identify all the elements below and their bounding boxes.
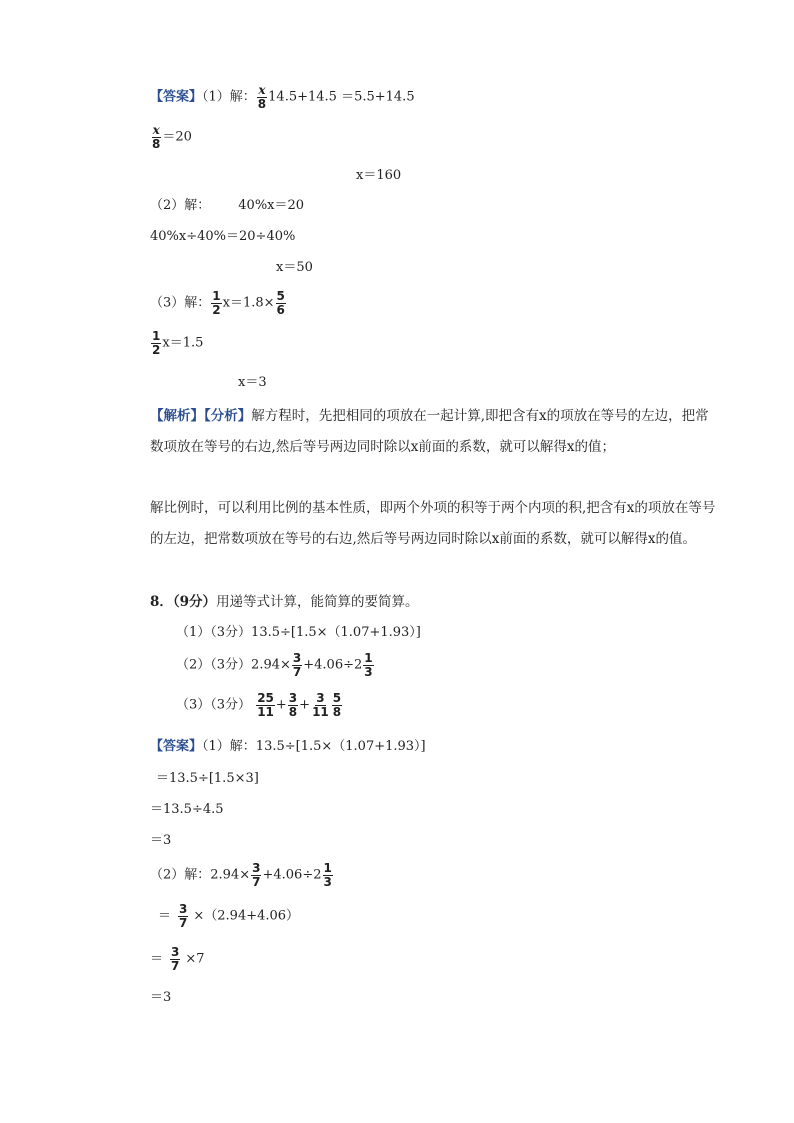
q8-sub-1 <box>176 626 421 639</box>
fraction: $\frac{3}{8}$ <box>288 691 298 719</box>
fraction: $\frac{5}{8}$ <box>332 691 342 719</box>
q8-sub-3: （3）（3分） $\frac{25}{11}$ + $\frac{3}{8}$ + $\frac{3}{11}$ $\frac{5}{8}$ <box>176 691 342 719</box>
q8-answer-part2-line-3: ＝ $\frac{3}{7}$ ×7 <box>150 945 205 973</box>
q8-answer-part2-line-4: ＝3 <box>150 990 172 1005</box>
part-label: （2）解： <box>150 198 211 213</box>
question-prompt: 用递等式计算，能简算的要简算。 <box>216 594 419 610</box>
part-label: （1）解： <box>202 739 256 754</box>
fraction: $\frac{x}{8}$ <box>152 123 161 151</box>
q7-answer-line-2 <box>150 124 192 150</box>
q7-part3-line-2 <box>150 330 203 356</box>
fraction: $\frac{1}{3}$ <box>364 651 373 679</box>
analysis-paragraph-2: 解比例时，可以利用比例的基本性质，即两个外项的积等于两个内项的积,把含有x的项放在等号的左边，把常数项放在等号的右边,然后等号两边同时除以x前面的系数，就可以解得x的值。 <box>150 500 716 547</box>
part-label: （3）解： <box>150 295 211 311</box>
fraction: $\frac{x}{8}$ <box>257 83 267 111</box>
fraction: $\frac{1}{2}$ <box>212 289 221 317</box>
analysis-tag: 【解析】【分析】 <box>150 408 252 424</box>
fraction: $\frac{3}{7}$ <box>179 902 188 930</box>
expression: 13.5÷[1.5×（1.07+1.93）] <box>251 625 421 640</box>
expression: 13.5÷[1.5×（1.07+1.93）] <box>255 739 426 754</box>
q8-heading <box>150 596 419 610</box>
q7-part3-line-3: x＝3 <box>238 375 267 390</box>
fraction: $\frac{1}{2}$ <box>152 329 161 357</box>
equation-text: x＝1.5 <box>162 335 204 351</box>
sub-label: （2）（3分） <box>176 657 252 673</box>
q7-answer-line-3: x＝160 <box>356 168 402 183</box>
equation-text: 40%x＝20 <box>238 198 305 213</box>
fraction: $\frac{3}{7}$ <box>252 861 261 889</box>
q8-answer-line-2: ＝13.5÷[1.5×3] <box>156 771 259 786</box>
q7-part2-line-1 <box>150 199 304 212</box>
equation-text: x＝1.8× <box>222 295 275 311</box>
fraction: $\frac{1}{3}$ <box>323 861 332 889</box>
q8-answer-part2-line-1: （2）解：2.94× $\frac{3}{7}$ +4.06÷2 $\frac{1}{3}$ <box>150 861 332 889</box>
equation-text: 14.5+14.5 ＝5.5+14.5 <box>268 89 415 105</box>
fraction: $\frac{3}{11}$ <box>312 691 329 719</box>
part-label: （1）解： <box>202 89 256 105</box>
answer-tag: 【答案】 <box>150 739 203 754</box>
q7-answer-line-1 <box>150 84 415 110</box>
fraction: $\frac{3}{7}$ <box>292 651 302 679</box>
analysis-text: 解方程时，先把相同的项放在一起计算,即把含有x的项放在等号的左边，把常数项放在等号的右边,然后等号两边同时除以x前面的系数，就可以解得x的值； <box>150 408 709 455</box>
q7-part2-line-2: 40%x÷40%＝20÷40% <box>150 229 296 244</box>
answer-tag: 【答案】 <box>150 89 203 105</box>
q8-answer-line-3: ＝13.5÷4.5 <box>150 802 224 817</box>
q7-part2-line-3: x＝50 <box>276 260 313 275</box>
question-number: 8． <box>150 594 173 610</box>
sub-label: （1）（3分） <box>176 625 252 640</box>
fraction: $\frac{3}{7}$ <box>171 945 180 973</box>
q8-answer-line-1 <box>150 740 426 753</box>
q8-sub-2: （2）（3分）2.94× $\frac{3}{7}$ +4.06÷2 $\frac{1}{3}$ <box>176 651 373 679</box>
question-score: （9分） <box>172 594 217 610</box>
q8-answer-part2-line-2: ＝ $\frac{3}{7}$ ×（2.94+4.06） <box>158 902 300 930</box>
q7-part3-line-1 <box>150 290 287 316</box>
fraction: $\frac{5}{6}$ <box>276 289 285 317</box>
fraction: $\frac{25}{11}$ <box>257 691 274 719</box>
q8-answer-line-4: ＝3 <box>150 833 172 848</box>
part-label: （2）解： <box>150 867 211 883</box>
sub-label: （3）（3分） <box>176 697 252 713</box>
equation-text: ＝20 <box>162 129 192 145</box>
analysis-paragraph-1 <box>150 401 720 463</box>
